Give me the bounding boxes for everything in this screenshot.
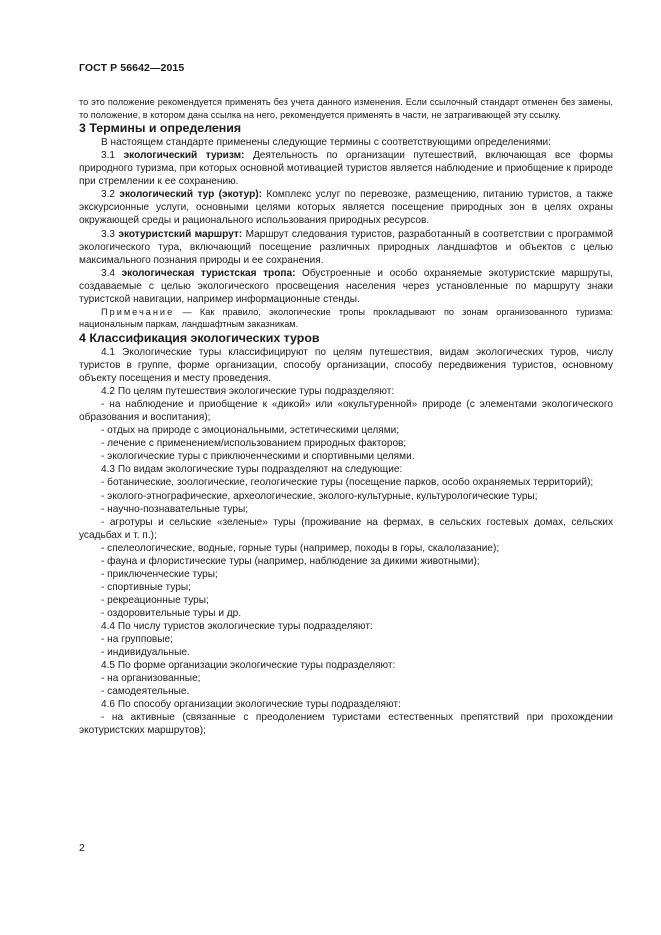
term-3-2 (79, 188, 613, 227)
list-item: - эколого-этнографические, археологические, эколого-культурные, культурологические туры; (101, 490, 538, 502)
list-item: - на наблюдение и приобщение к «дикой» или «окультуренной» природе (с элементами экологического образования и воспитания); (79, 399, 613, 424)
clause-paragraph: 4.4 По числу туристов экологические туры подразделяют: (101, 620, 373, 632)
section-3-intro: В настоящем стандарте применены следующие термины с соответствующими определениями: (101, 137, 551, 149)
section-4-body (79, 346, 613, 737)
list-item: - на активные (связанные с преодолением туристами естественных препятствий при прохождении экотуристских маршрутов); (79, 712, 613, 737)
term-title: экологический туризм: (123, 150, 245, 162)
note (79, 306, 613, 331)
note-text: — Как правило, экологические тропы прокладывают по зонам организованного туризма: национальным паркам, ландшафтным заказникам. (79, 306, 613, 330)
term-number: 3.2 (101, 189, 116, 201)
section-4-heading: 4 Классификация экологических туров (79, 330, 320, 345)
list-item: - лечение с применением/использованием природных факторов; (101, 438, 407, 450)
term-number: 3.4 (101, 267, 116, 279)
term-3-1 (79, 149, 613, 188)
term-definition: Маршрут следования туристов, разработанный в соответствии с программой экологического тура, включающий посещение различных природных ландшафтов и объектов с целью максимального познания природы и ее сохранения. (79, 228, 614, 266)
list-item: - оздоровительные туры и др. (101, 607, 242, 619)
list-item: - на групповые; (101, 634, 173, 646)
term-3-3 (79, 228, 613, 267)
list-item: - спортивные туры; (101, 581, 191, 593)
list-item: - отдых на природе с эмоциональными, эстетическими целями; (101, 425, 400, 437)
term-number: 3.3 (101, 228, 116, 240)
list-item: - самодеятельные. (101, 686, 190, 698)
list-item: - фауна и флористические туры (например, наблюдение за дикими животными); (101, 555, 480, 567)
list-item: - экологические туры с приключенческими и спортивными целями. (101, 451, 415, 463)
list-item: - приключенческие туры; (101, 568, 218, 580)
clause-paragraph: 4.6 По способу организации экологические туры подразделяют: (101, 699, 401, 711)
intro-paragraph: то это положение рекомендуется применять без учета данного изменения. Если ссылочный стандарт отменен без замены, то положение, в котором дана ссылка на него, рекомендуется применять в части, не затрагивающей эту ссылку. (79, 97, 613, 120)
list-item: - на организованные; (101, 673, 201, 685)
clause-paragraph: 4.5 По форме организации экологические туры подразделяют: (101, 660, 396, 672)
term-definition: Обустроенные и особо охраняемые экотуристские маршруты, создаваемые с целью экологического просвещения населения через установленные по маршруту знаки туристской навигации, например информационные стенды. (79, 267, 613, 305)
list-item: - рекреационные туры; (101, 594, 209, 606)
list-item: - ботанические, зоологические, геологические туры (посещение парков, особо охраняемых территорий); (101, 477, 594, 489)
clause-paragraph: 4.1 Экологические туры классифицируют по целям путешествия, видам экологических туров, числу туристов в группе, форме организации, способу организации, способу передвижения туристов, основному объекту посещения и месту проведения. (79, 346, 613, 385)
page-number: 2 (79, 842, 85, 854)
term-title: экотуристский маршрут: (118, 228, 243, 240)
list-item: - научно-познавательные туры; (101, 503, 249, 515)
section-3-heading: 3 Термины и определения (79, 121, 242, 136)
list-item: - агротуры и сельские «зеленые» туры (проживание на фермах, в сельских гостевых домах, сельских усадьбах и т. п.); (79, 516, 613, 541)
list-item: - индивидуальные. (101, 647, 190, 659)
note-label: Примечание (101, 306, 175, 317)
page-content (79, 96, 613, 737)
clause-paragraph: 4.3 По видам экологические туры подразделяют на следующие: (101, 464, 403, 476)
term-definition: Комплекс услуг по перевозке, размещению, питанию туристов, а также экскурсионные услуги, основными целями которых является посещение природных зон в целях охраны окружающей среды и рационального использования природных ресурсов. (79, 189, 613, 227)
list-item: - спелеологические, водные, горные туры (например, походы в горы, скалолазание); (101, 542, 500, 554)
clause-paragraph: 4.2 По целям путешествия экологические туры подразделяют: (101, 386, 395, 398)
standard-header: ГОСТ Р 56642—2015 (79, 62, 185, 74)
term-3-4 (79, 267, 613, 306)
term-title: экологическая туристская тропа: (121, 267, 296, 279)
term-number: 3.1 (101, 150, 116, 162)
term-title: экологический тур (экотур): (119, 189, 262, 201)
term-definition: Деятельность по организации путешествий, включающая все формы природного туризма, при которых основной мотивацией туристов является наблюдение и приобщение к природе при стремлении к ее сохранению. (79, 150, 613, 188)
